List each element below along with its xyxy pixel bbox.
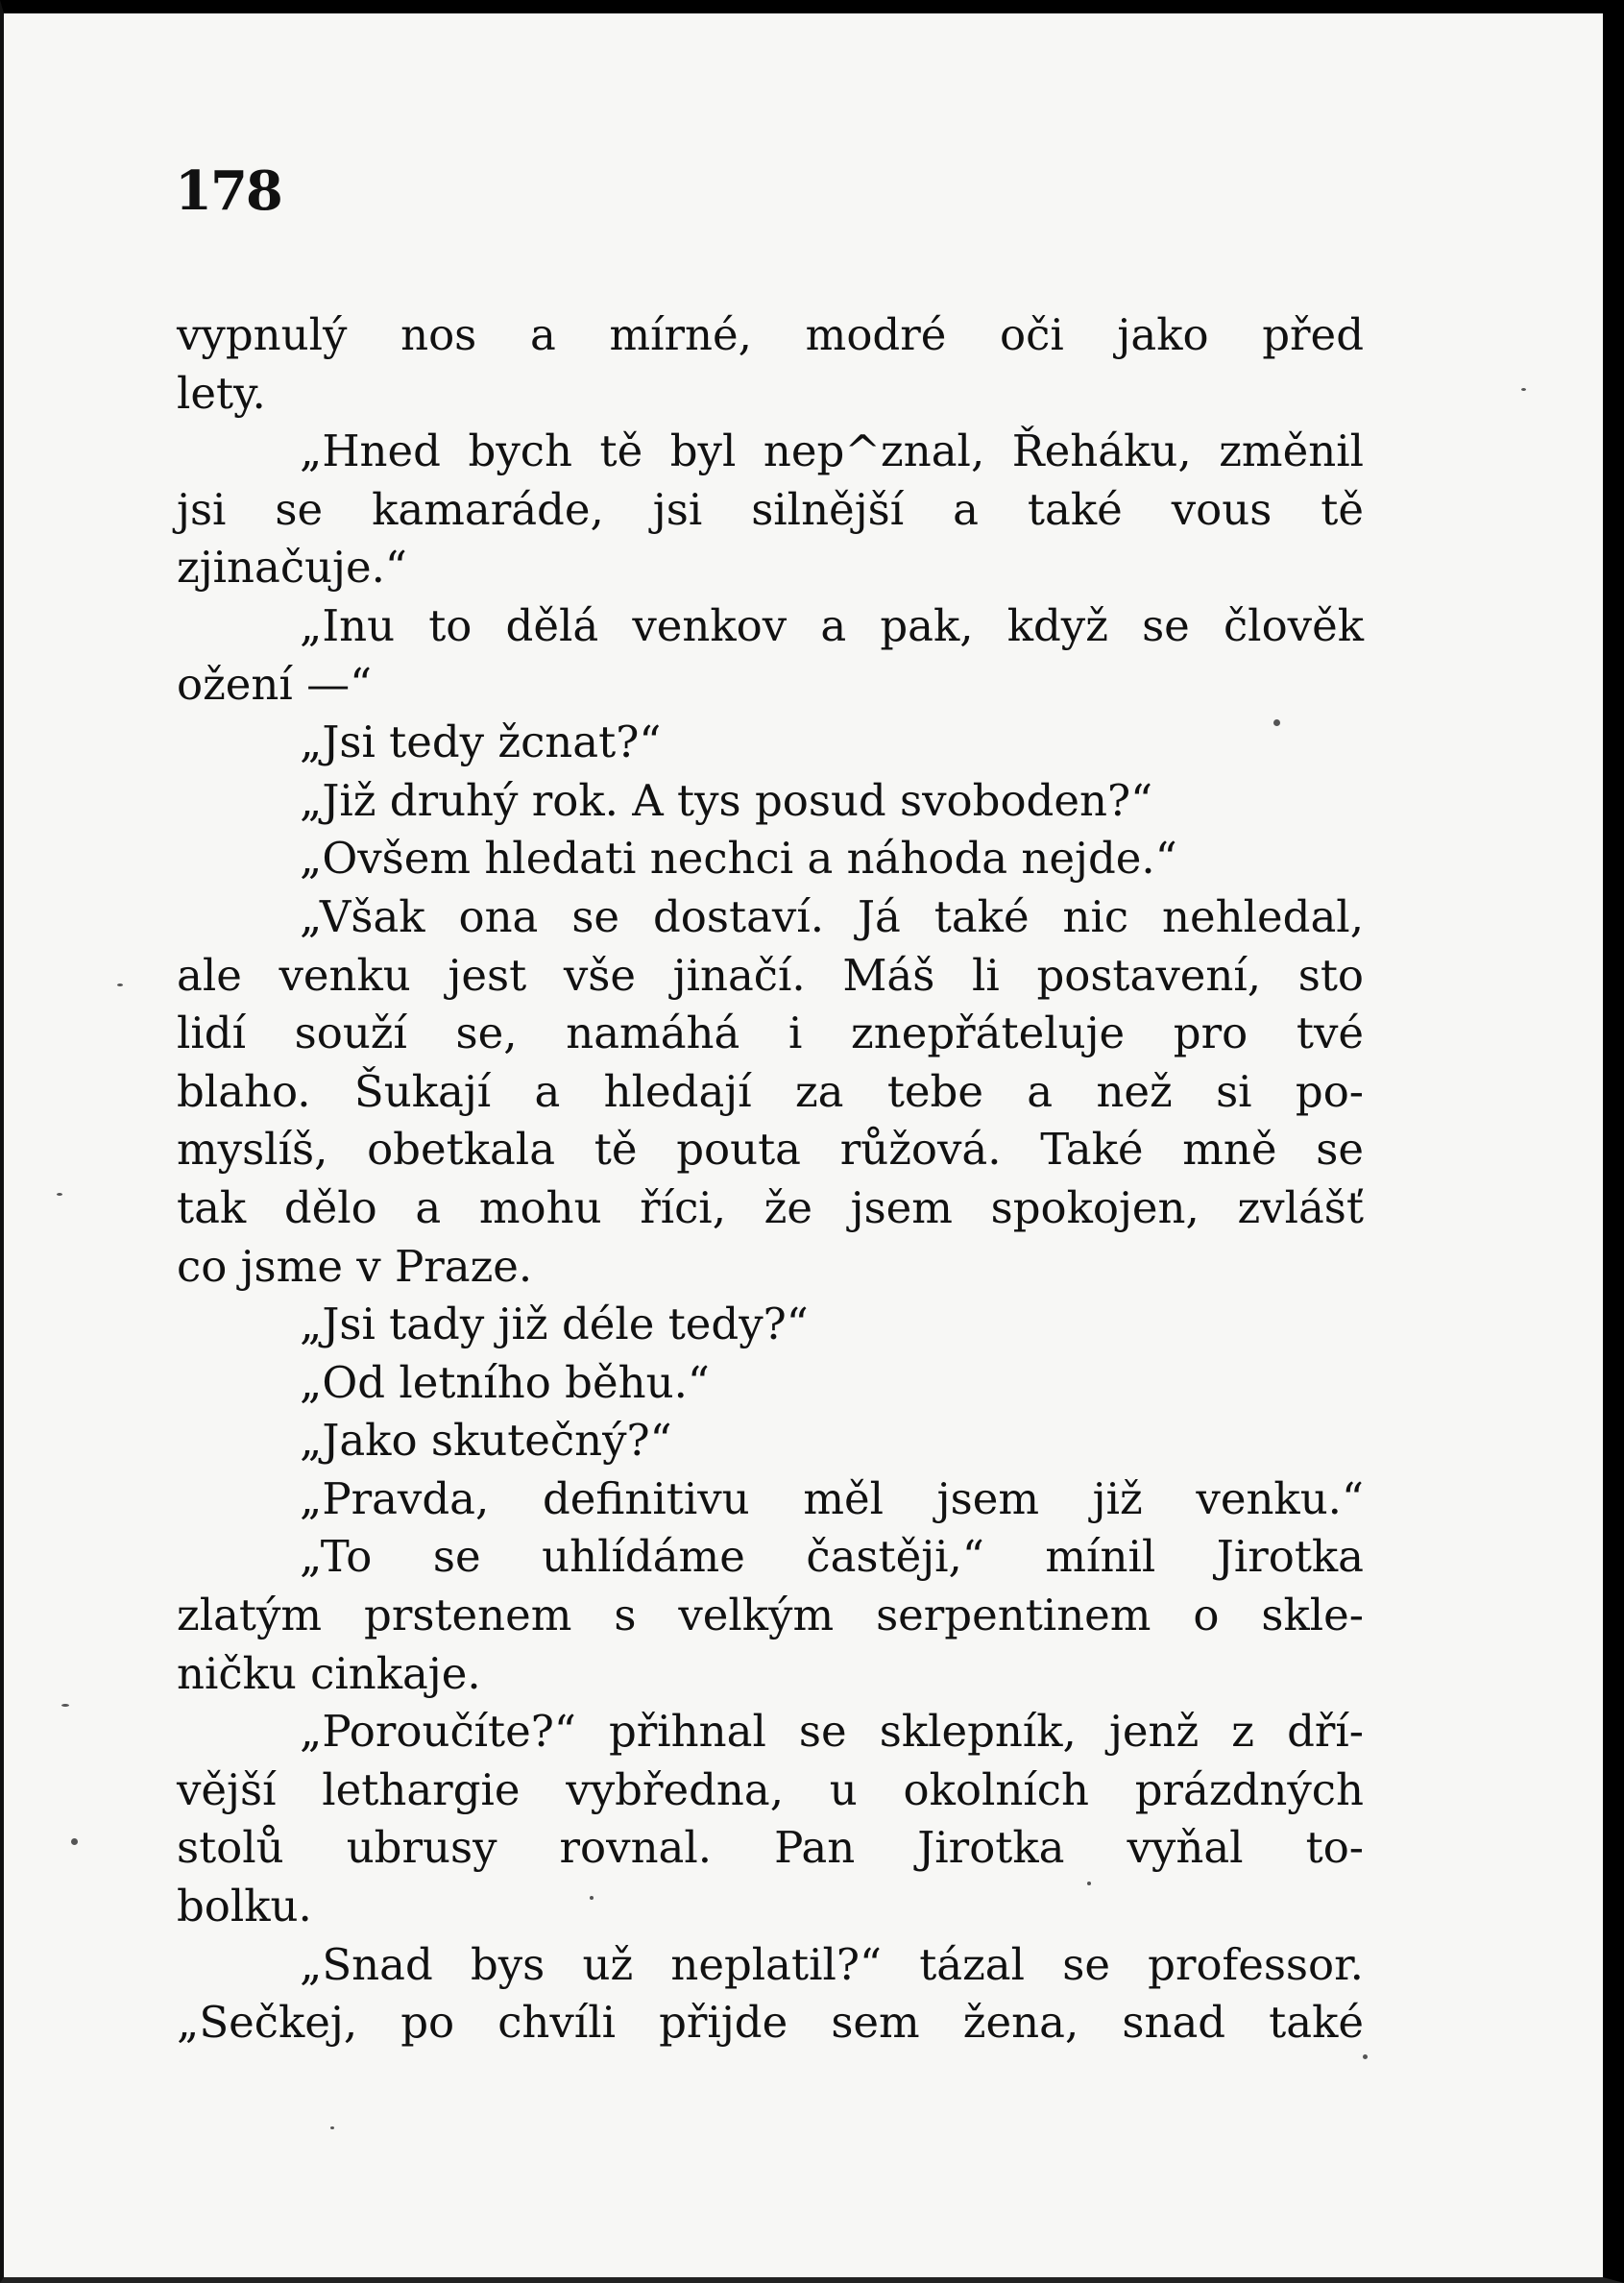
- text-line: co jsme v Praze.: [177, 1240, 533, 1292]
- speck: [1521, 388, 1526, 391]
- text-line: „Však ona se dostaví. Já také nic nehledal,: [300, 890, 1364, 942]
- text-line: „Od letního běhu.“: [300, 1356, 710, 1408]
- speck: [57, 1193, 62, 1196]
- speck: [117, 984, 123, 986]
- speck: [71, 1838, 78, 1845]
- text-line: „Snad bys už neplatil?“ tázal se professor.: [300, 1938, 1364, 1990]
- text-line: blaho. Šukají a hledají za tebe a než si po-: [177, 1065, 1364, 1117]
- text-line: „Ovšem hledati nechci a náhoda nejde.“: [300, 833, 1177, 885]
- text-line: ale venku jest vše jinačí. Máš li postavení, sto: [177, 949, 1364, 1001]
- body-text: [177, 306, 1364, 2052]
- text-line: vější lethargie vybředna, u okolních prázdných: [177, 1763, 1364, 1815]
- text-line: „Sečkej, po chvíli přijde sem žena, snad také: [177, 1997, 1364, 2049]
- text-line: bolku.: [177, 1881, 312, 1932]
- text-line: vypnulý nos a mírné, modré oči jako před: [177, 309, 1364, 360]
- speck: [590, 1896, 594, 1900]
- speck: [61, 1704, 69, 1707]
- text-line: lety.: [177, 367, 266, 419]
- text-line: lidí souží se, namáhá i znepřáteluje pro tvé: [177, 1008, 1364, 1059]
- page-number: 178: [175, 159, 281, 223]
- text-line: „Inu to dělá venkov a pak, když se člověk: [300, 599, 1364, 651]
- text-line: „Jako skutečný?“: [300, 1415, 672, 1467]
- text-line: zjinačuje.“: [177, 542, 407, 594]
- text-line: ničku cinkaje.: [177, 1647, 481, 1699]
- text-line: „Pravda, definitivu měl jsem již venku.“: [300, 1472, 1364, 1524]
- text-line: „Již druhý rok. A tys posud svoboden?“: [300, 774, 1153, 826]
- text-line: „To se uhlídáme častěji,“ mínil Jirotka: [300, 1531, 1364, 1583]
- speck: [1273, 719, 1280, 726]
- speck: [330, 2126, 334, 2129]
- text-line: ožení —“: [177, 658, 373, 710]
- text-line: zlatým prstenem s velkým serpentinem o skle-: [177, 1590, 1364, 1641]
- text-line: myslíš, obetkala tě pouta růžová. Také mně se: [177, 1124, 1364, 1176]
- text-line: „Jsi tedy žcnat?“: [300, 716, 662, 768]
- text-line: tak dělo a mohu říci, že jsem spokojen, zvlášť: [177, 1181, 1364, 1233]
- text-line: „Hned bych tě byl nep^znal, Řeháku, změnil: [300, 425, 1364, 477]
- text-line: „Jsi tady již déle tedy?“: [300, 1299, 809, 1350]
- speck: [1363, 2054, 1368, 2059]
- speck: [1087, 1882, 1091, 1885]
- text-line: „Poroučíte?“ přihnal se sklepník, jenž z dří-: [300, 1706, 1364, 1758]
- text-line: jsi se kamaráde, jsi silnější a také vous tě: [177, 483, 1364, 535]
- text-line: stolů ubrusy rovnal. Pan Jirotka vyňal to-: [177, 1822, 1364, 1874]
